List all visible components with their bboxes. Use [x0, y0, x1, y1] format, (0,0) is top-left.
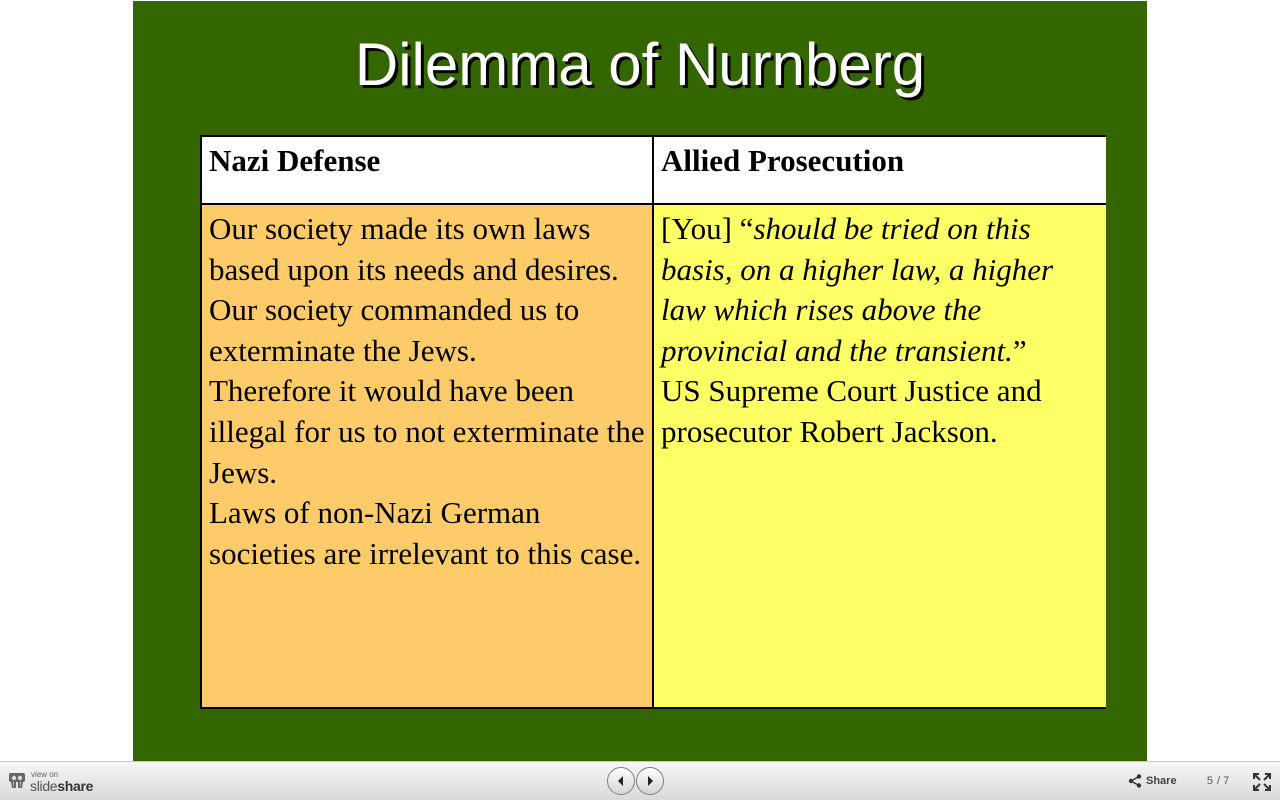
defense-line: Laws of non-Nazi German societies are irrelevant to this case.	[209, 495, 642, 571]
player-toolbar	[0, 761, 1280, 800]
previous-slide-button[interactable]	[607, 767, 635, 795]
slide	[133, 1, 1147, 761]
page-indicator	[1203, 775, 1229, 787]
slideshare-logo-icon	[8, 772, 26, 790]
chevron-left-icon	[615, 775, 627, 787]
view-on-slideshare-link[interactable]	[8, 770, 102, 794]
jackson-quote: should be tried on this basis, on a higher law, a higher law which rises above the provincial and the transient.	[661, 211, 1054, 368]
slide-title: Dilemma of Nurnberg	[354, 31, 926, 98]
comparison-table	[200, 135, 1106, 709]
current-page[interactable]: 5	[1206, 775, 1213, 787]
share-label: Share	[1146, 775, 1177, 787]
share-icon	[1128, 774, 1142, 788]
slideshare-brand	[30, 778, 93, 794]
allied-prosecution-cell	[654, 205, 1106, 707]
chevron-right-icon	[644, 775, 656, 787]
share-button[interactable]	[1128, 773, 1177, 789]
quote-prefix: [You] “	[661, 211, 754, 246]
quote-close: ”	[1012, 332, 1027, 368]
defense-line: Our society made its own laws based upon its needs and desires.	[209, 211, 619, 287]
fullscreen-icon[interactable]	[1253, 773, 1271, 791]
total-pages: / 7	[1217, 775, 1230, 787]
nazi-defense-cell	[202, 205, 654, 707]
defense-line: Our society commanded us to exterminate the Jews.	[209, 292, 580, 368]
view-on-label: view on	[31, 770, 59, 779]
next-slide-button[interactable]	[636, 767, 664, 795]
nazi-defense-header: Nazi Defense	[202, 137, 654, 205]
allied-prosecution-header: Allied Prosecution	[654, 137, 1106, 205]
brand-bold: share	[57, 778, 94, 794]
defense-line: Therefore it would have been illegal for us to not exterminate the Jews.	[209, 373, 645, 490]
quote-attribution: US Supreme Court Justice and prosecutor Robert Jackson.	[661, 373, 1042, 449]
brand-light: slide	[30, 778, 58, 794]
